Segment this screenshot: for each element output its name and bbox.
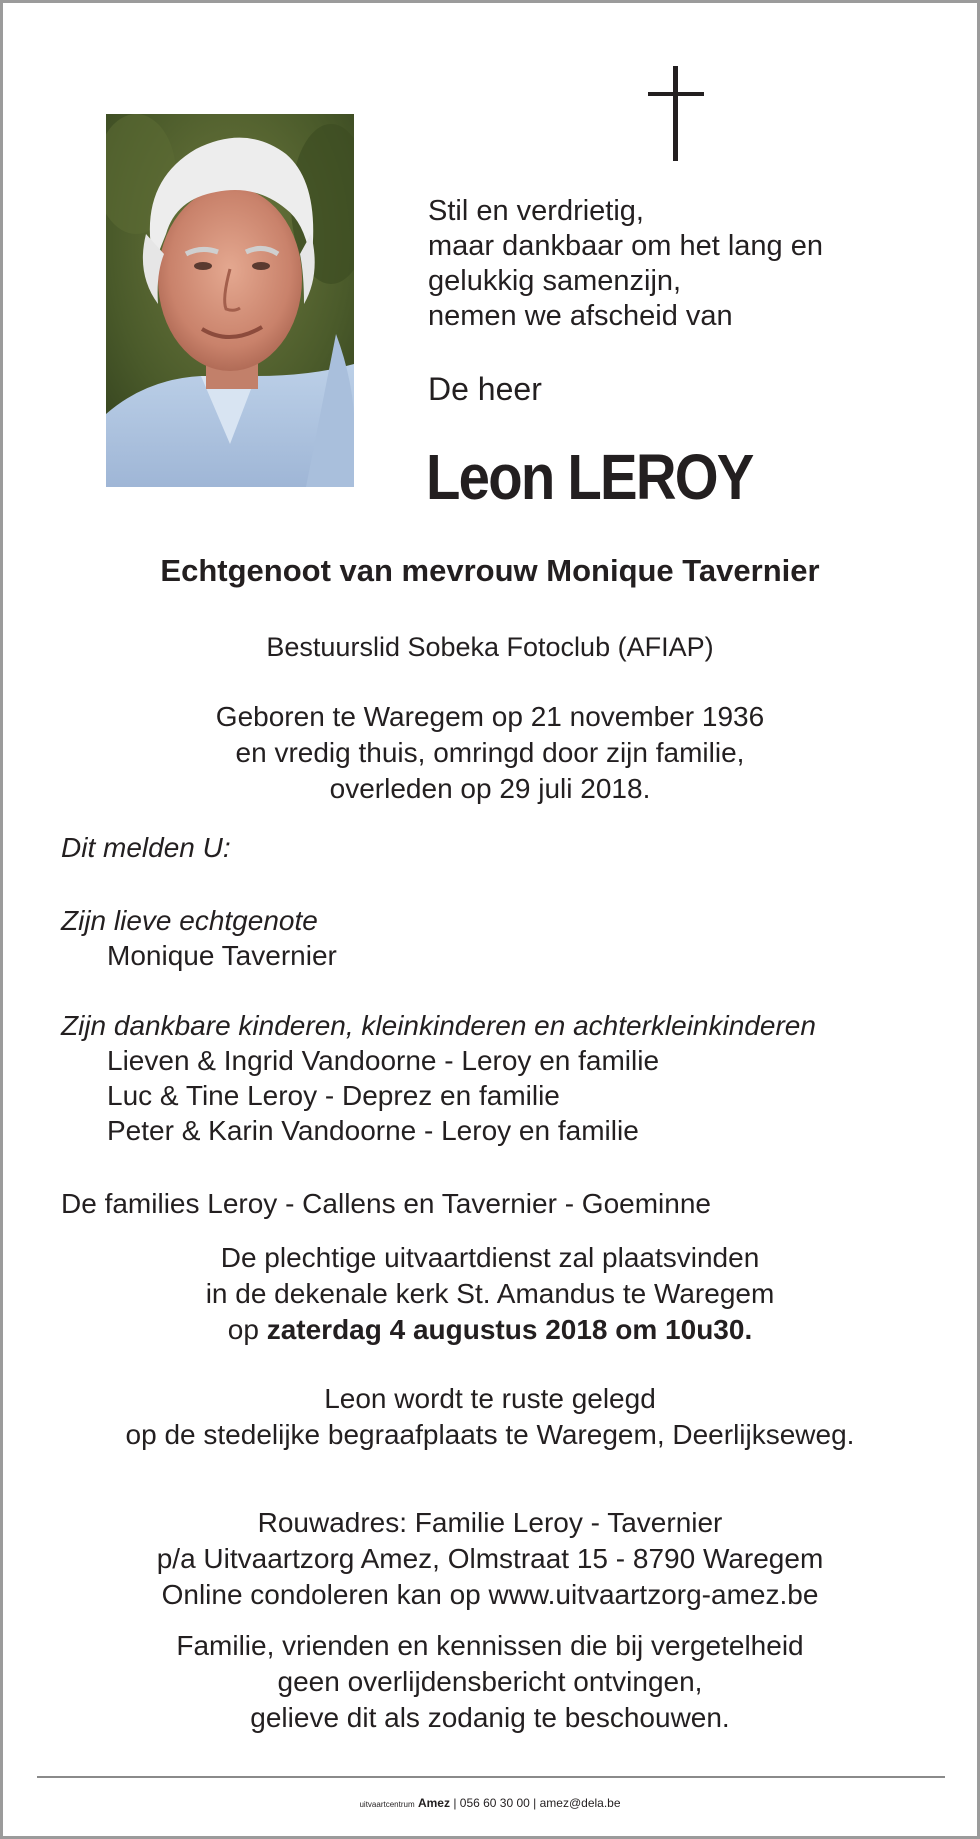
address-line: Online condoleren kan op www.uitvaartzorg-amez.be (161, 1579, 819, 1610)
footer-divider (37, 1776, 945, 1778)
child-family: Luc & Tine Leroy - Deprez en familie (107, 1080, 560, 1111)
funeral-text (3, 1240, 977, 1348)
funeral-line: in de dekenale kerk St. Amandus te Waregem (205, 1278, 775, 1309)
honorific-title: De heer (428, 371, 542, 407)
announce-heading: Dit melden U: (61, 832, 231, 863)
birth-death-text (3, 699, 977, 807)
footer-phone: | 056 60 30 00 | (453, 1796, 537, 1810)
children-block (61, 1008, 816, 1148)
intro-line: gelukkig samenzijn, (428, 265, 682, 297)
funeral-date-prefix: op (227, 1314, 267, 1345)
funeral-line: De plechtige uitvaartdienst zal plaatsvinden (220, 1242, 760, 1273)
address-line: p/a Uitvaartzorg Amez, Olmstraat 15 - 8790 Waregem (156, 1543, 824, 1574)
child-family: Peter & Karin Vandoorne - Leroy en familie (107, 1115, 639, 1146)
funeral-date-line (3, 1312, 977, 1348)
spouse-heading: Zijn lieve echtgenote (61, 905, 318, 936)
born-line: Geboren te Waregem op 21 november 1936 (215, 701, 765, 732)
footer-prefix: uitvaartcentrum (359, 1800, 415, 1809)
footer-brand: Amez (417, 1796, 450, 1810)
spouse-block (61, 903, 337, 973)
portrait-photo (106, 114, 354, 487)
intro-line: maar dankbaar om het lang en (428, 230, 823, 262)
board-line: Bestuurslid Sobeka Fotoclub (AFIAP) (266, 632, 714, 662)
families-line: De families Leroy - Callens en Tavernier - Goeminne (61, 1188, 711, 1219)
child-family: Lieven & Ingrid Vandoorne - Leroy en familie (107, 1045, 660, 1076)
funeral-date: zaterdag 4 augustus 2018 om 10u30. (266, 1314, 753, 1345)
address-line: Rouwadres: Familie Leroy - Tavernier (257, 1507, 723, 1538)
intro-line: nemen we afscheid van (428, 300, 733, 332)
cross-icon (648, 66, 704, 161)
notice-line: Familie, vrienden en kennissen die bij vergetelheid (176, 1630, 804, 1661)
notice-line: gelieve dit als zodanig te beschouwen. (250, 1702, 730, 1733)
burial-line: op de stedelijke begraafplaats te Waregem, Deerlijkseweg. (125, 1419, 855, 1450)
born-line: en vredig thuis, omringd door zijn familie, (235, 737, 745, 768)
spouse-line: Echtgenoot van mevrouw Monique Tavernier (160, 553, 820, 588)
deceased-name: Leon LEROY (426, 441, 753, 513)
intro-text (428, 194, 948, 334)
notice-line: geen overlijdensbericht ontvingen, (277, 1666, 703, 1697)
burial-text (3, 1381, 977, 1453)
intro-line: Stil en verdrietig, (428, 195, 644, 227)
children-heading: Zijn dankbare kinderen, kleinkinderen en achterkleinkinderen (61, 1010, 816, 1041)
spouse-name: Monique Tavernier (107, 940, 337, 971)
address-text (3, 1505, 977, 1613)
burial-line: Leon wordt te ruste gelegd (324, 1383, 656, 1414)
footer (3, 1796, 977, 1812)
born-line: overleden op 29 juli 2018. (329, 773, 651, 804)
notice-text (3, 1628, 977, 1736)
footer-email: amez@dela.be (539, 1796, 621, 1810)
